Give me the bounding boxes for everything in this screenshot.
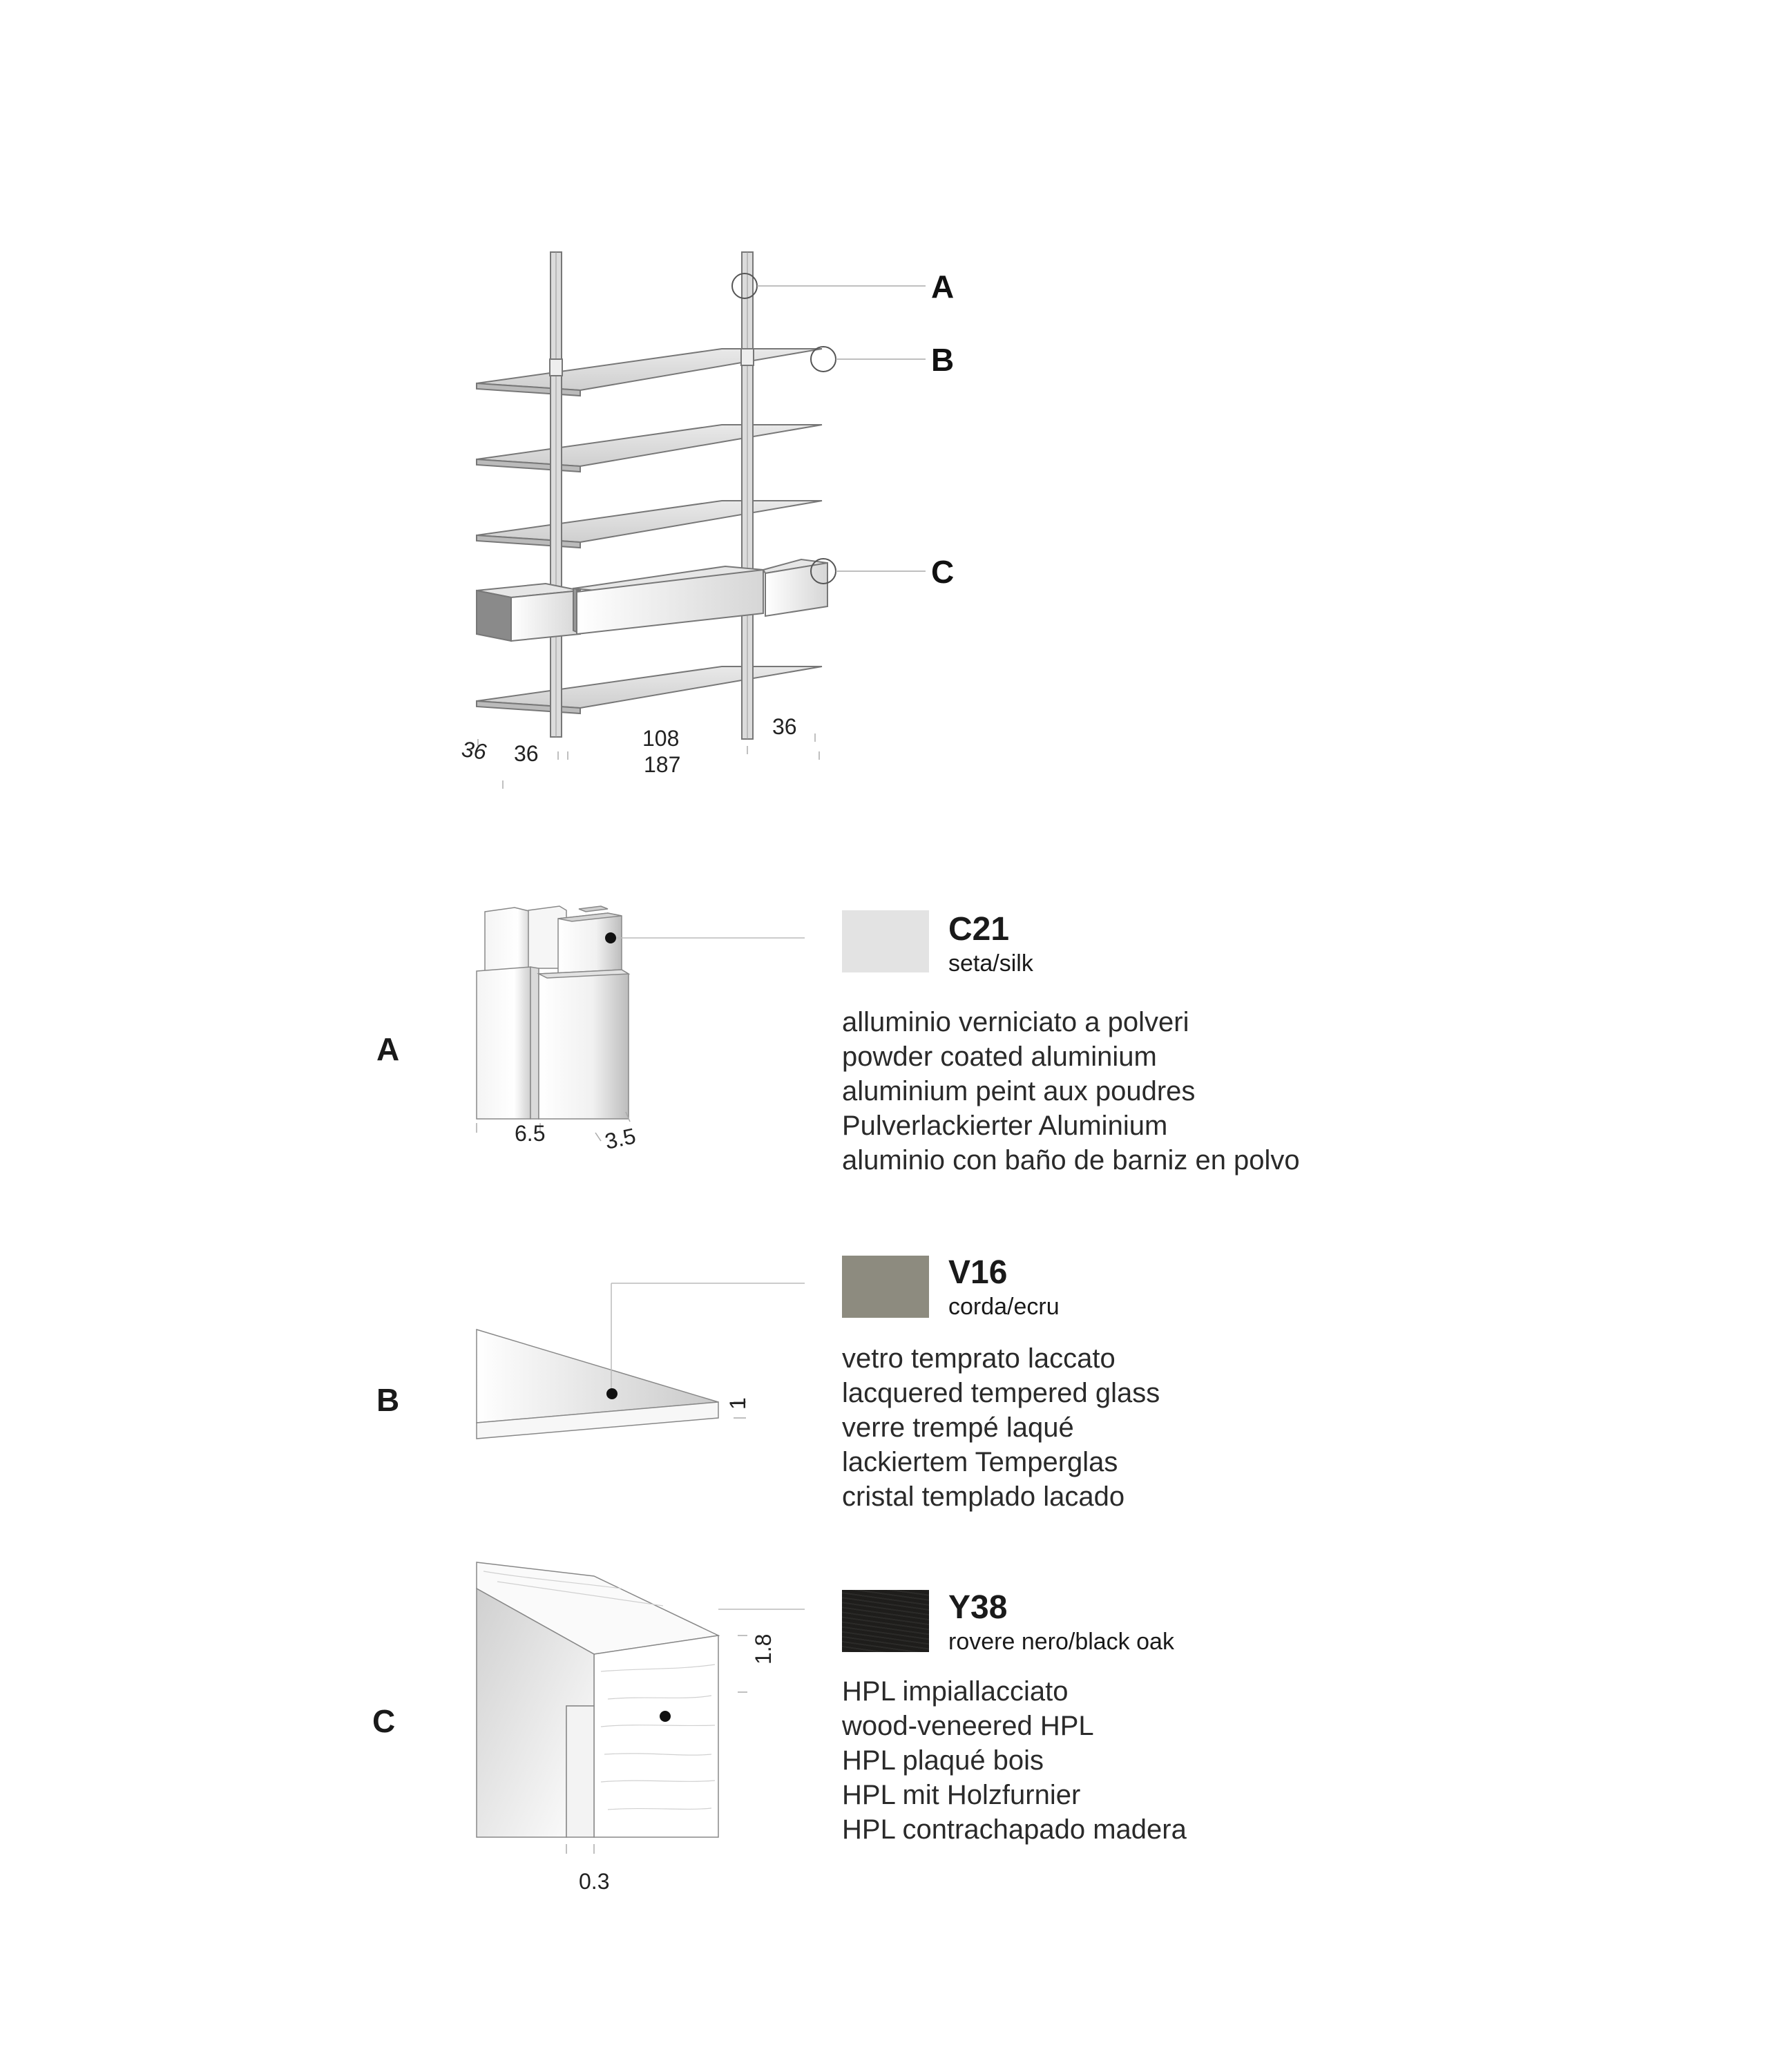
color-code-c21: C21 bbox=[948, 911, 1010, 948]
dim-b-thickness: 1 bbox=[725, 1397, 750, 1410]
dim-c-gap: 0.3 bbox=[579, 1869, 610, 1894]
callout-label-b: B bbox=[931, 342, 955, 378]
shelf-1 bbox=[477, 349, 822, 396]
callout-circle-b bbox=[811, 347, 836, 372]
detail-a-profile bbox=[477, 906, 805, 1141]
detail-b-glass-shelf bbox=[477, 1283, 805, 1439]
callout-label-a: A bbox=[931, 269, 955, 305]
dim-total-width: 187 bbox=[644, 752, 681, 777]
color-name-c21: seta/silk bbox=[948, 950, 1033, 977]
section-letter-c: C bbox=[372, 1703, 396, 1739]
dim-center-module: 108 bbox=[642, 726, 680, 751]
drawer-left bbox=[477, 584, 580, 641]
color-code-y38: Y38 bbox=[948, 1589, 1008, 1626]
section-letter-a: A bbox=[376, 1031, 400, 1067]
shelf-bottom bbox=[477, 666, 822, 713]
dim-c-thickness: 1.8 bbox=[751, 1633, 776, 1665]
callout-label-c: C bbox=[931, 554, 955, 590]
color-code-v16: V16 bbox=[948, 1254, 1008, 1291]
dim-a-width: 6.5 bbox=[515, 1121, 546, 1146]
color-name-v16: corda/ecru bbox=[948, 1294, 1060, 1320]
detail-c-marker bbox=[660, 1711, 671, 1722]
section-letter-b: B bbox=[376, 1382, 400, 1418]
drawer-center bbox=[573, 566, 763, 634]
dim-left-module: 36 bbox=[514, 741, 539, 766]
swatch-c21 bbox=[842, 910, 929, 972]
dim-a-depth: 3.5 bbox=[602, 1123, 638, 1154]
detail-b-marker bbox=[606, 1388, 618, 1399]
material-description-a: alluminio verniciato a polveri powder coated aluminium aluminium peint aux poudres Pulverlackierter Aluminium aluminio con baño de barniz en polvo bbox=[842, 1007, 1300, 1176]
dim-left-depth: 36 bbox=[460, 736, 488, 765]
color-name-y38: rovere nero/black oak bbox=[948, 1629, 1174, 1655]
bookshelf-overview bbox=[477, 252, 926, 789]
swatch-y38 bbox=[842, 1590, 929, 1652]
shelf-3 bbox=[477, 501, 822, 548]
material-description-c: HPL impiallacciato wood-veneered HPL HPL plaqué bois HPL mit Holzfurnier HPL contrachapado madera bbox=[842, 1676, 1187, 1845]
dim-right-module: 36 bbox=[772, 714, 797, 739]
detail-a-marker bbox=[605, 932, 616, 943]
shelf-2 bbox=[477, 425, 822, 472]
detail-c-wood-box bbox=[477, 1562, 805, 1854]
drawer-right bbox=[763, 559, 827, 616]
swatch-v16 bbox=[842, 1256, 929, 1318]
material-description-b: vetro temprato laccato lacquered tempered glass verre trempé laqué lackiertem Temperglas cristal templado lacado bbox=[842, 1343, 1160, 1512]
